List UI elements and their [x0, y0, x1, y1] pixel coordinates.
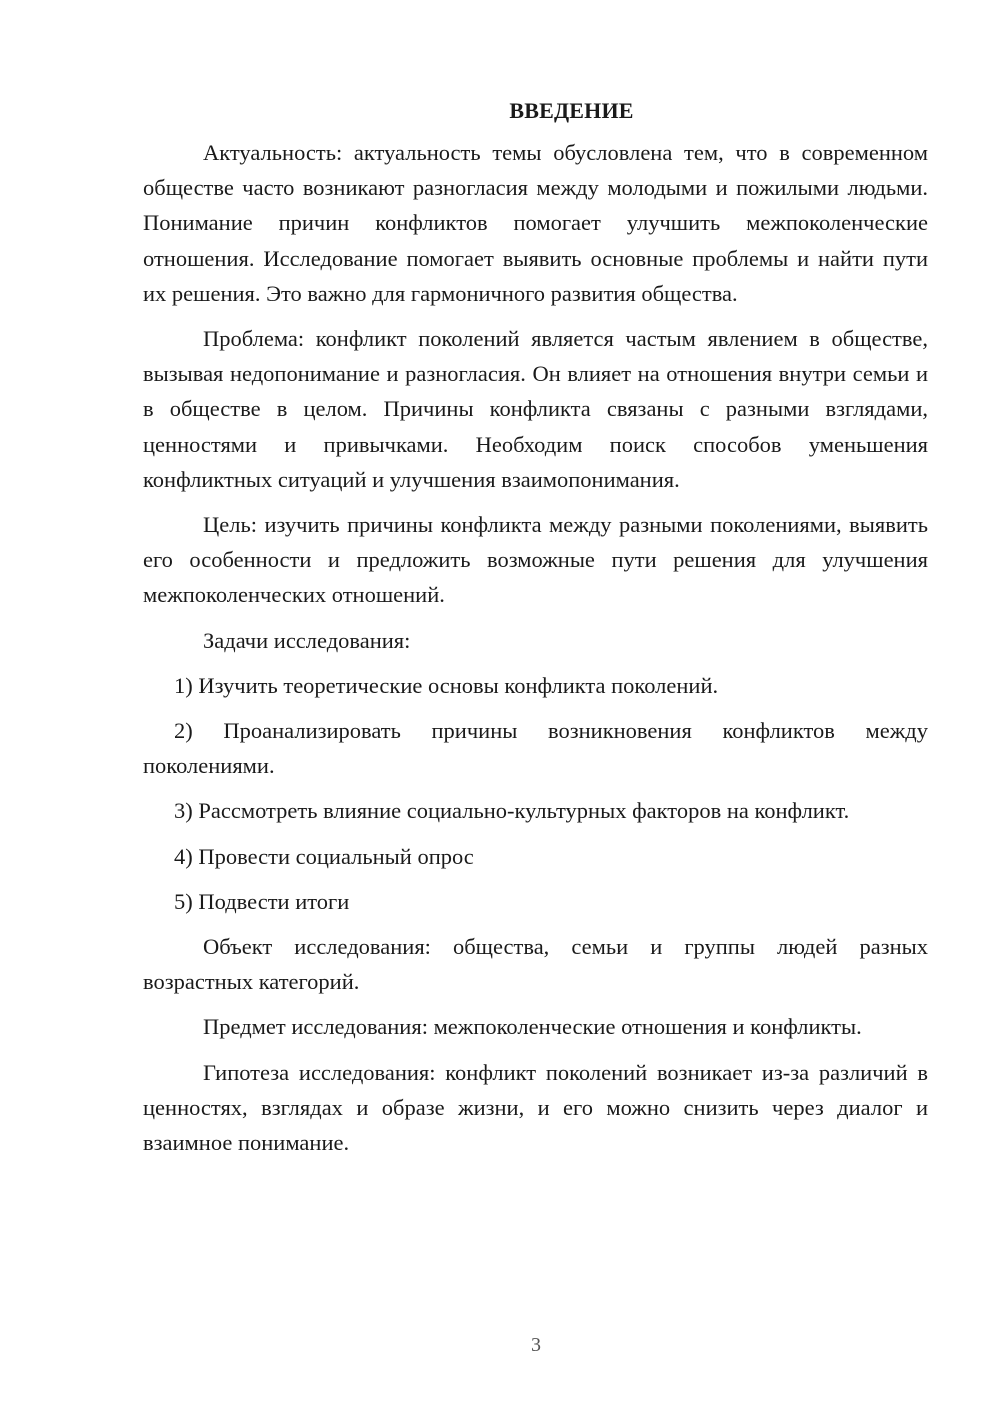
- paragraph-object: Объект исследования: общества, семьи и группы людей разных возрастных категорий.: [143, 934, 928, 995]
- task-item-1: 1) Изучить теоретические основы конфликта поколений.: [174, 672, 719, 698]
- paragraph-problem: Проблема: конфликт поколений является частым явлением в обществе, вызывая недопонимание и разногласия. Он влияет на отношения внутри семьи и в обществе в целом. Причины конфликта связаны с разными взглядами, ценностями и привычками. Необходим поиск способов уменьшения конфликтных ситуаций и улучшения взаимопонимания.: [143, 326, 928, 492]
- task-item-2: 2) Проанализировать причины возникновения конфликтов между поколениями.: [143, 718, 928, 779]
- paragraph-goal: Цель: изучить причины конфликта между разными поколениями, выявить его особенности и предложить возможные пути решения для улучшения межпоколенческих отношений.: [143, 512, 928, 608]
- paragraph-hypothesis: Гипотеза исследования: конфликт поколений возникает из-за различий в ценностях, взглядах и образе жизни, и его можно снизить через диалог и взаимное понимание.: [143, 1059, 928, 1156]
- task-item-5: 5) Подвести итоги: [174, 888, 350, 914]
- section-title: ВВЕДЕНИЕ: [509, 98, 634, 123]
- task-item-4: 4) Провести социальный опрос: [174, 843, 474, 869]
- task-item-3: 3) Рассмотреть влияние социально-культурных факторов на конфликт.: [174, 798, 850, 824]
- paragraph-relevance: Актуальность: актуальность темы обусловлена тем, что в современном обществе часто возникают разногласия между молодыми и пожилыми людьми. Понимание причин конфликтов помогает улучшить межпоколенческие отношения. Исследование помогает выявить основные проблемы и найти пути их решения. Это важно для гармоничного развития общества.: [143, 140, 928, 306]
- page-number: 3: [531, 1334, 541, 1356]
- paragraph-tasks-heading: Задачи исследования:: [203, 627, 411, 653]
- paragraph-subject: Предмет исследования: межпоколенческие отношения и конфликты.: [203, 1014, 862, 1040]
